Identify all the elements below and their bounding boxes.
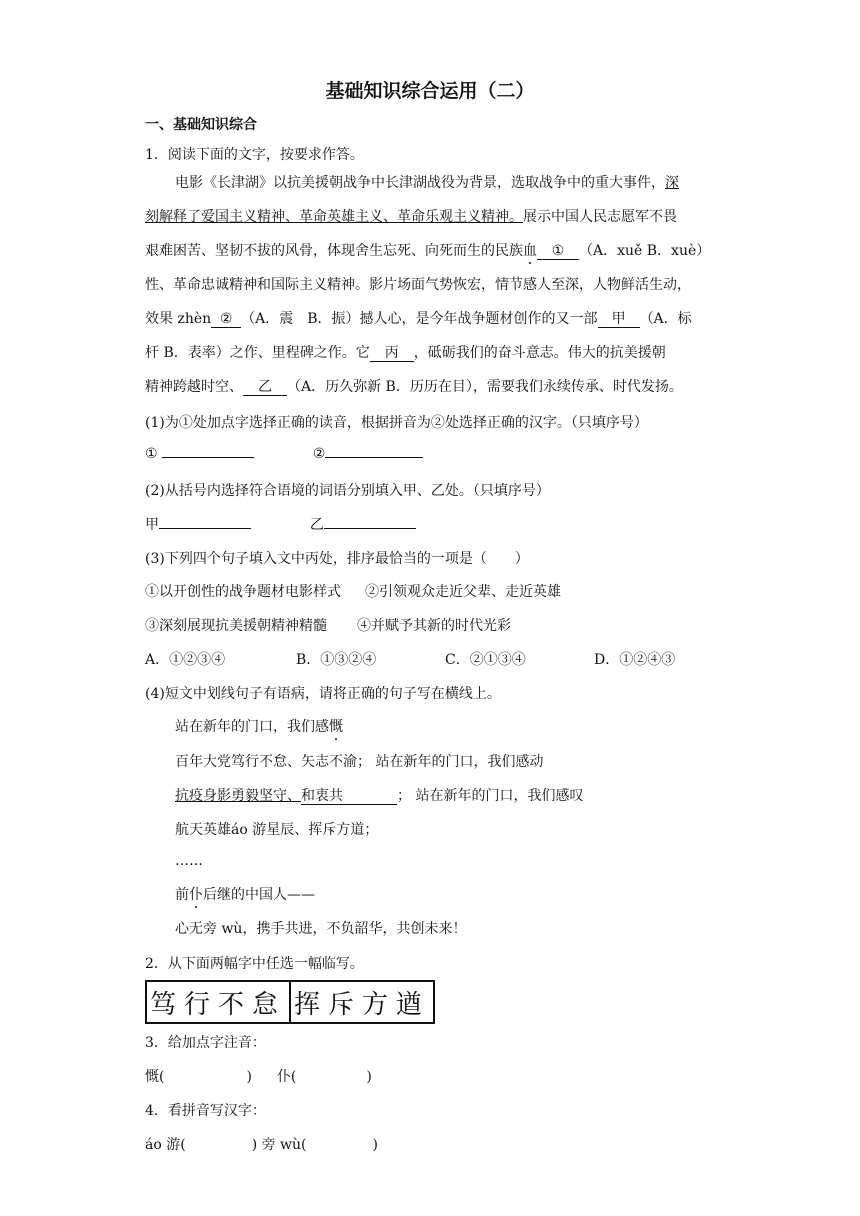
underlined-sentence: 刻解释了爱国主义精神、革命英雄主义、革命乐观主义精神。	[145, 209, 523, 225]
underlined-sentence: 和衷共	[301, 789, 397, 805]
blank-bing[interactable]: 丙	[370, 346, 414, 362]
passage-line-5	[145, 302, 715, 336]
choice-b[interactable]: B．①③②④	[296, 652, 377, 668]
passage-line-7	[145, 370, 715, 404]
answer-row-2	[145, 514, 416, 534]
calligraphy-box	[145, 980, 435, 1024]
blank-yi[interactable]: 乙	[243, 380, 287, 396]
answer-label: 甲	[145, 517, 159, 533]
sentence-options-row-2	[145, 615, 511, 635]
poem-text: 抗疫身影勇毅坚守、	[175, 788, 301, 804]
sentence-option: ③深刻展现抗美援朝精神精髓	[145, 618, 327, 634]
answer-label: ①	[145, 446, 158, 462]
poem-line-5: ……	[175, 853, 203, 869]
pinyin-prompt: )	[246, 1069, 252, 1085]
calligraphy-left: 笃行不怠	[149, 989, 286, 1020]
dotted-char: 血	[523, 243, 537, 259]
sub-question-2: (2)从括号内选择符合语境的词语分别填入甲、乙处。（只填序号）	[145, 483, 550, 499]
answer-blank[interactable]	[162, 457, 254, 458]
q1-stem: 1．阅读下面的文字，按要求作答。	[145, 147, 364, 163]
passage-text: 精神跨越时空、	[145, 379, 243, 395]
answer-blank[interactable]	[324, 528, 416, 529]
underlined-sentence: 深	[665, 175, 679, 191]
sentence-option: ①以开创性的战争题材电影样式	[145, 584, 341, 600]
q3-stem: 3．给加点字注音：	[145, 1035, 266, 1051]
passage-text: 展示中国人民志愿军不畏	[523, 209, 677, 225]
q4-answers	[145, 1134, 378, 1154]
passage-line-6	[145, 336, 715, 370]
poem-line-2: 百年大党笃行不怠、矢志不渝； 站在新年的门口，我们感动	[175, 754, 544, 770]
poem-line-6	[175, 884, 315, 904]
poem-text: ； 站在新年的门口，我们感叹	[397, 788, 584, 804]
dotted-char: 仆	[189, 887, 203, 903]
poem-line-3	[175, 785, 583, 805]
choice-a[interactable]: A．①②③④	[145, 652, 226, 668]
answer-row-1	[145, 446, 423, 462]
q3-answers	[145, 1066, 372, 1086]
answer-label: 乙	[309, 517, 324, 533]
poem-text: 前	[175, 887, 189, 903]
hanzi-prompt: áo 游(	[145, 1137, 186, 1153]
passage	[145, 166, 715, 404]
poem-text: 站在新年的门口，我们感	[175, 719, 329, 735]
calligraphy-right: 挥斥方遒	[289, 982, 433, 1022]
passage-line-3	[145, 234, 715, 268]
poem-line-1	[175, 716, 343, 736]
poem-text: 后继的中国人——	[203, 887, 315, 903]
sentence-option: ②引领观众走近父辈、走近英雄	[365, 584, 561, 600]
passage-line-1	[145, 166, 715, 200]
poem-line-4: 航天英雄áo 游星辰、挥斥方道；	[175, 822, 379, 838]
passage-text: 杆 B．表率）之作、里程碑之作。它	[145, 345, 370, 361]
passage-text: 效果 zhèn	[145, 311, 212, 327]
answer-blank[interactable]	[325, 457, 423, 458]
sentence-option: ④并赋予其新的时代光彩	[357, 618, 511, 634]
passage-text: （A．xuě B．xuè）	[579, 243, 711, 259]
passage-text: 艰难困苦、坚韧不拔的风骨，体现舍生忘死、向死而生的民族	[145, 243, 523, 259]
blank-jia[interactable]: 甲	[598, 312, 640, 328]
choice-c[interactable]: C．②①③④	[445, 652, 526, 668]
choice-d[interactable]: D．①②④③	[594, 652, 676, 668]
blank-2[interactable]: ②	[211, 312, 241, 328]
pinyin-prompt: 慨(	[145, 1069, 165, 1085]
hanzi-prompt: )	[372, 1137, 378, 1153]
passage-text: （A．标	[639, 311, 692, 327]
section-heading: 一、基础知识综合	[145, 117, 257, 133]
sub-question-3: (3)下列四个句子填入文中丙处，排序最恰当的一项是（ ）	[145, 551, 529, 567]
passage-text: （A．震 B．振）撼人心，是今年战争题材创作的又一部	[241, 311, 598, 327]
passage-line-4: 性、革命忠诚精神和国际主义精神。影片场面气势恢宏，情节感人至深，人物鲜活生动，	[145, 277, 691, 293]
passage-text: ，砥砺我们的奋斗意志。伟大的抗美援朝	[413, 345, 666, 361]
sentence-options-row-1	[145, 581, 561, 601]
page-title: 基础知识综合运用（二）	[325, 80, 535, 102]
blank-1[interactable]: ①	[537, 244, 579, 260]
passage-line-2	[145, 200, 715, 234]
hanzi-prompt: ) 旁 wù(	[251, 1137, 307, 1153]
q4-stem: 4．看拼音写汉字：	[145, 1103, 266, 1119]
answer-blank[interactable]	[159, 528, 251, 529]
pinyin-prompt: )	[366, 1069, 372, 1085]
q2-stem: 2．从下面两幅字中任选一幅临写。	[145, 956, 364, 972]
poem-line-7: 心无旁 wù，携手共进，不负韶华，共创未来！	[175, 921, 467, 937]
answer-label: ②	[312, 446, 326, 462]
pinyin-prompt: 仆(	[276, 1069, 297, 1085]
sub-question-1: (1)为①处加点字选择正确的读音，根据拼音为②处选择正确的汉字。（只填序号）	[145, 415, 648, 431]
passage-text: （A．历久弥新 B．历历在目），需要我们永续传承、时代发扬。	[287, 379, 683, 395]
dotted-char: 慨	[329, 719, 343, 735]
sub-question-4: (4)短文中划线句子有语病，请将正确的句子写在横线上。	[145, 686, 501, 702]
passage-text: 电影《长津湖》以抗美援朝战争中长津湖战役为背景，选取战争中的重大事件，	[175, 175, 665, 191]
